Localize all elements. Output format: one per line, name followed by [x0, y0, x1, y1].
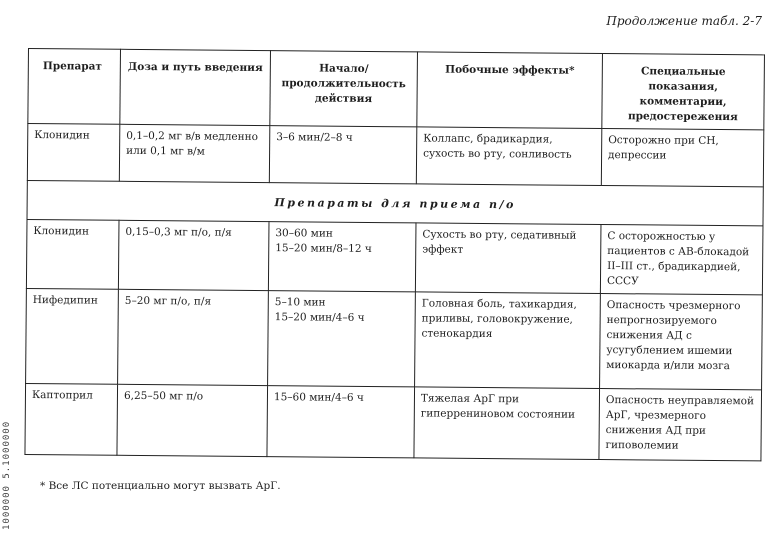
header-onset: Начало/продолжительность действия [270, 51, 418, 127]
cell: 6,25–50 мг п/о [117, 384, 268, 456]
cell: Клонидин [26, 219, 119, 289]
cell: 5–10 мин 15–20 мин/4–6 ч [268, 291, 416, 387]
cell: 3–6 мин/2–8 ч [269, 126, 416, 184]
table-row [27, 124, 763, 187]
cell: Опасность чрезмерного непрогнозируемого снижения АД с усугублением ишемии миокарда и/или мозга [600, 294, 763, 390]
cell: 15–60 мин/4–6 ч [267, 386, 415, 458]
cell: С осторожностью у пациентов с АВ-блокадой II–III ст., брадикардией, СССУ [600, 225, 763, 295]
cell: Клонидин [27, 124, 119, 182]
cell: 30–60 мин 15–20 мин/8–12 ч [268, 222, 416, 292]
section-title: Препараты для приема п/о [27, 180, 763, 225]
cell: 0,1–0,2 мг в/в медленно или 0,1 мг в/м [119, 124, 269, 182]
footnote: * Все ЛС потенциально могут вызвать АрГ. [40, 480, 281, 492]
cell: Осторожно при СН, депрессии [601, 129, 763, 187]
header-drug: Препарат [28, 49, 121, 125]
header-dose: Доза и путь введения [120, 49, 271, 125]
table-row [26, 219, 763, 294]
cell: Нифедипин [26, 288, 119, 384]
cell: Головная боль, тахикардия, приливы, головокружение, стенокардия [415, 292, 601, 389]
header-row [28, 49, 765, 130]
cell: Опасность неуправляемой АрГ, чрезмерного снижения АД при гиповолемии [599, 389, 762, 461]
header-side-effects: Побочные эффекты* [417, 52, 603, 129]
cell: Тяжелая АрГ при гиперрениновом состоянии [414, 387, 600, 460]
side-margin-mark: 1000000 5.1000000 [2, 420, 12, 530]
cell: Сухость во рту, седативный эффект [415, 223, 601, 294]
drug-table [24, 48, 765, 461]
section-row [27, 180, 763, 225]
table-caption: Продолжение табл. 2-7 [606, 14, 762, 28]
cell: Каптоприл [25, 383, 118, 455]
cell: Коллапс, брадикардия, сухость во рту, сонливость [416, 127, 601, 186]
table-row [26, 288, 763, 389]
cell: 5–20 мг п/о, п/я [118, 289, 269, 385]
table-row [25, 383, 762, 460]
header-comments: Специальные показания, комментарии, предостережения [602, 54, 765, 130]
cell: 0,15–0,3 мг п/о, п/я [118, 220, 269, 290]
